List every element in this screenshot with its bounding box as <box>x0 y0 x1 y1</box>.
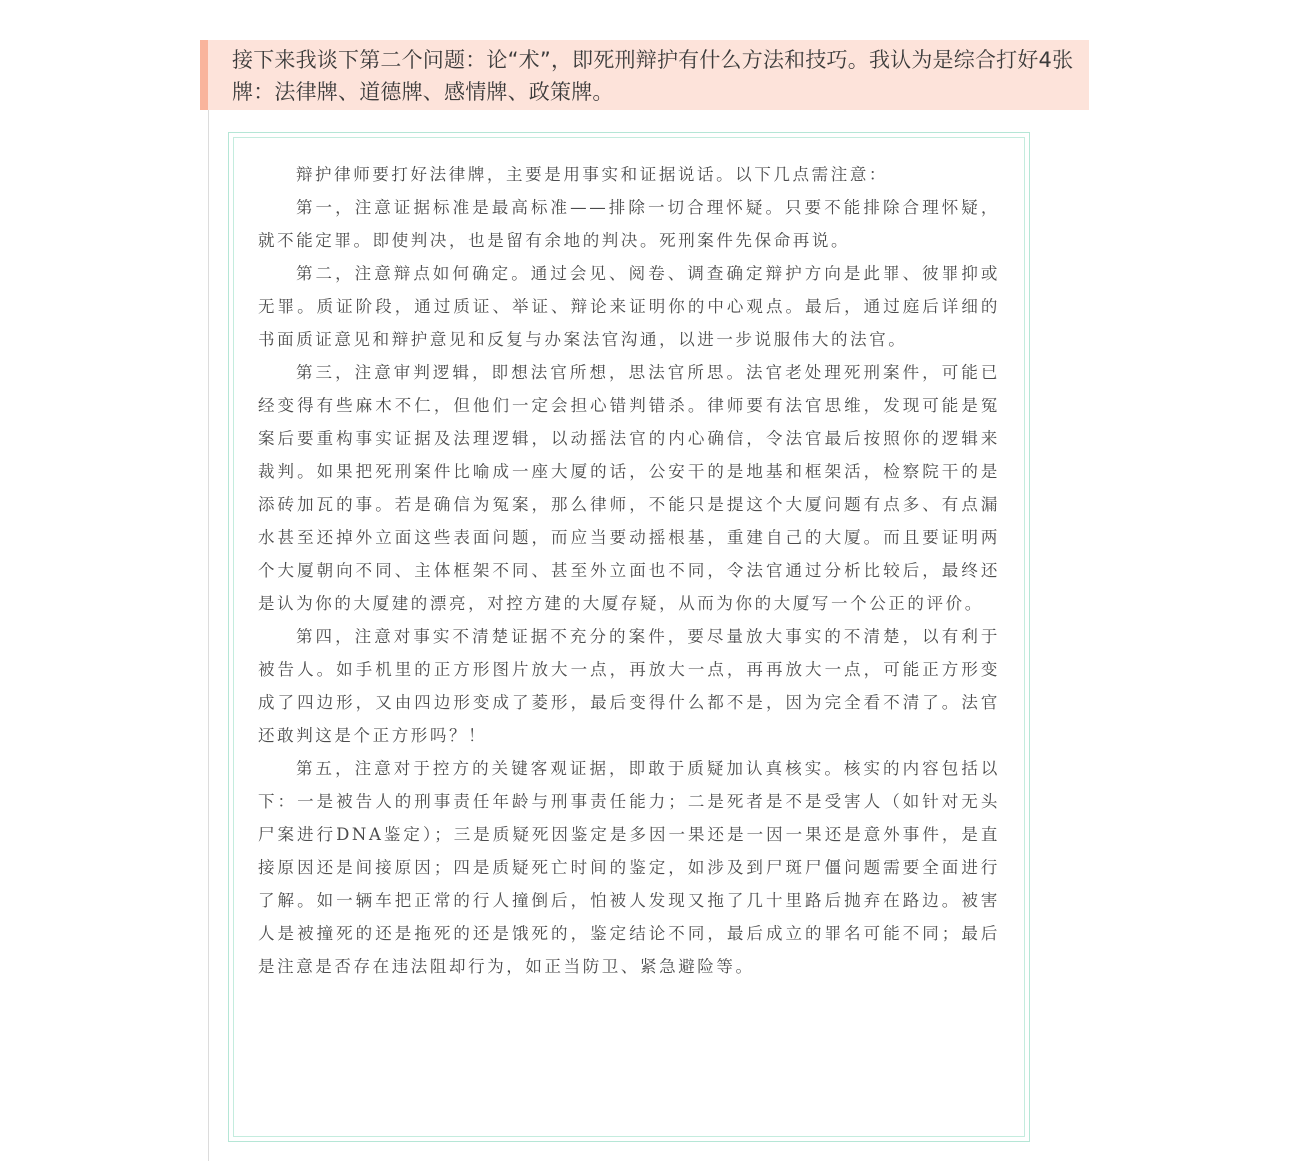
callout-text: 接下来我谈下第二个问题：论“术”，即死刑辩护有什么方法和技巧。我认为是综合打好4张牌：法律牌、道德牌、感情牌、政策牌。 <box>232 48 1074 104</box>
left-margin-rule <box>208 110 209 1161</box>
paragraph-fourth: 第四，注意对事实不清楚证据不充分的案件，要尽量放大事实的不清楚，以有利于被告人。如手机里的正方形图片放大一点，再放大一点，再再放大一点，可能正方形变成了四边形，又由四边形变成了菱形，最后变得什么都不是，因为完全看不清了。法官还敢判这是个正方形吗？！ <box>258 627 1000 745</box>
highlight-callout <box>200 40 1089 110</box>
paragraph-intro: 辩护律师要打好法律牌，主要是用事实和证据说话。以下几点需注意： <box>295 165 889 184</box>
paragraph-first: 第一，注意证据标准是最高标准——排除一切合理怀疑。只要不能排除合理怀疑，就不能定罪。即使判决，也是留有余地的判决。死刑案件先保命再说。 <box>258 198 1000 250</box>
article-body <box>258 158 1000 983</box>
paragraph-third: 第三，注意审判逻辑，即想法官所想，思法官所思。法官老处理死刑案件，可能已经变得有些麻木不仁，但他们一定会担心错判错杀。律师要有法官思维，发现可能是冤案后要重构事实证据及法理逻辑，以动摇法官的内心确信，令法官最后按照你的逻辑来裁判。如果把死刑案件比喻成一座大厦的话，公安干的是地基和框架活，检察院干的是添砖加瓦的事。若是确信为冤案，那么律师，不能只是提这个大厦问题有点多、有点漏水甚至还掉外立面这些表面问题，而应当要动摇根基，重建自己的大厦。而且要证明两个大厦朝向不同、主体框架不同、甚至外立面也不同，令法官通过分析比较后，最终还是认为你的大厦建的漂亮，对控方建的大厦存疑，从而为你的大厦写一个公正的评价。 <box>258 363 1000 613</box>
paragraph-second: 第二，注意辩点如何确定。通过会见、阅卷、调查确定辩护方向是此罪、彼罪抑或无罪。质证阶段，通过质证、举证、辩论来证明你的中心观点。最后，通过庭后详细的书面质证意见和辩护意见和反复与办案法官沟通，以进一步说服伟大的法官。 <box>258 264 1000 349</box>
paragraph-fifth: 第五，注意对于控方的关键客观证据，即敢于质疑加认真核实。核实的内容包括以下：一是被告人的刑事责任年龄与刑事责任能力；二是死者是不是受害人（如针对无头尸案进行DNA鉴定）；三是质疑死因鉴定是多因一果还是一因一果还是意外事件，是直接原因还是间接原因；四是质疑死亡时间的鉴定，如涉及到尸斑尸僵问题需要全面进行了解。如一辆车把正常的行人撞倒后，怕被人发现又拖了几十里路后抛弃在路边。被害人是被撞死的还是拖死的还是饿死的，鉴定结论不同，最后成立的罪名可能不同；最后是注意是否存在违法阻却行为，如正当防卫、紧急避险等。 <box>258 759 1000 976</box>
